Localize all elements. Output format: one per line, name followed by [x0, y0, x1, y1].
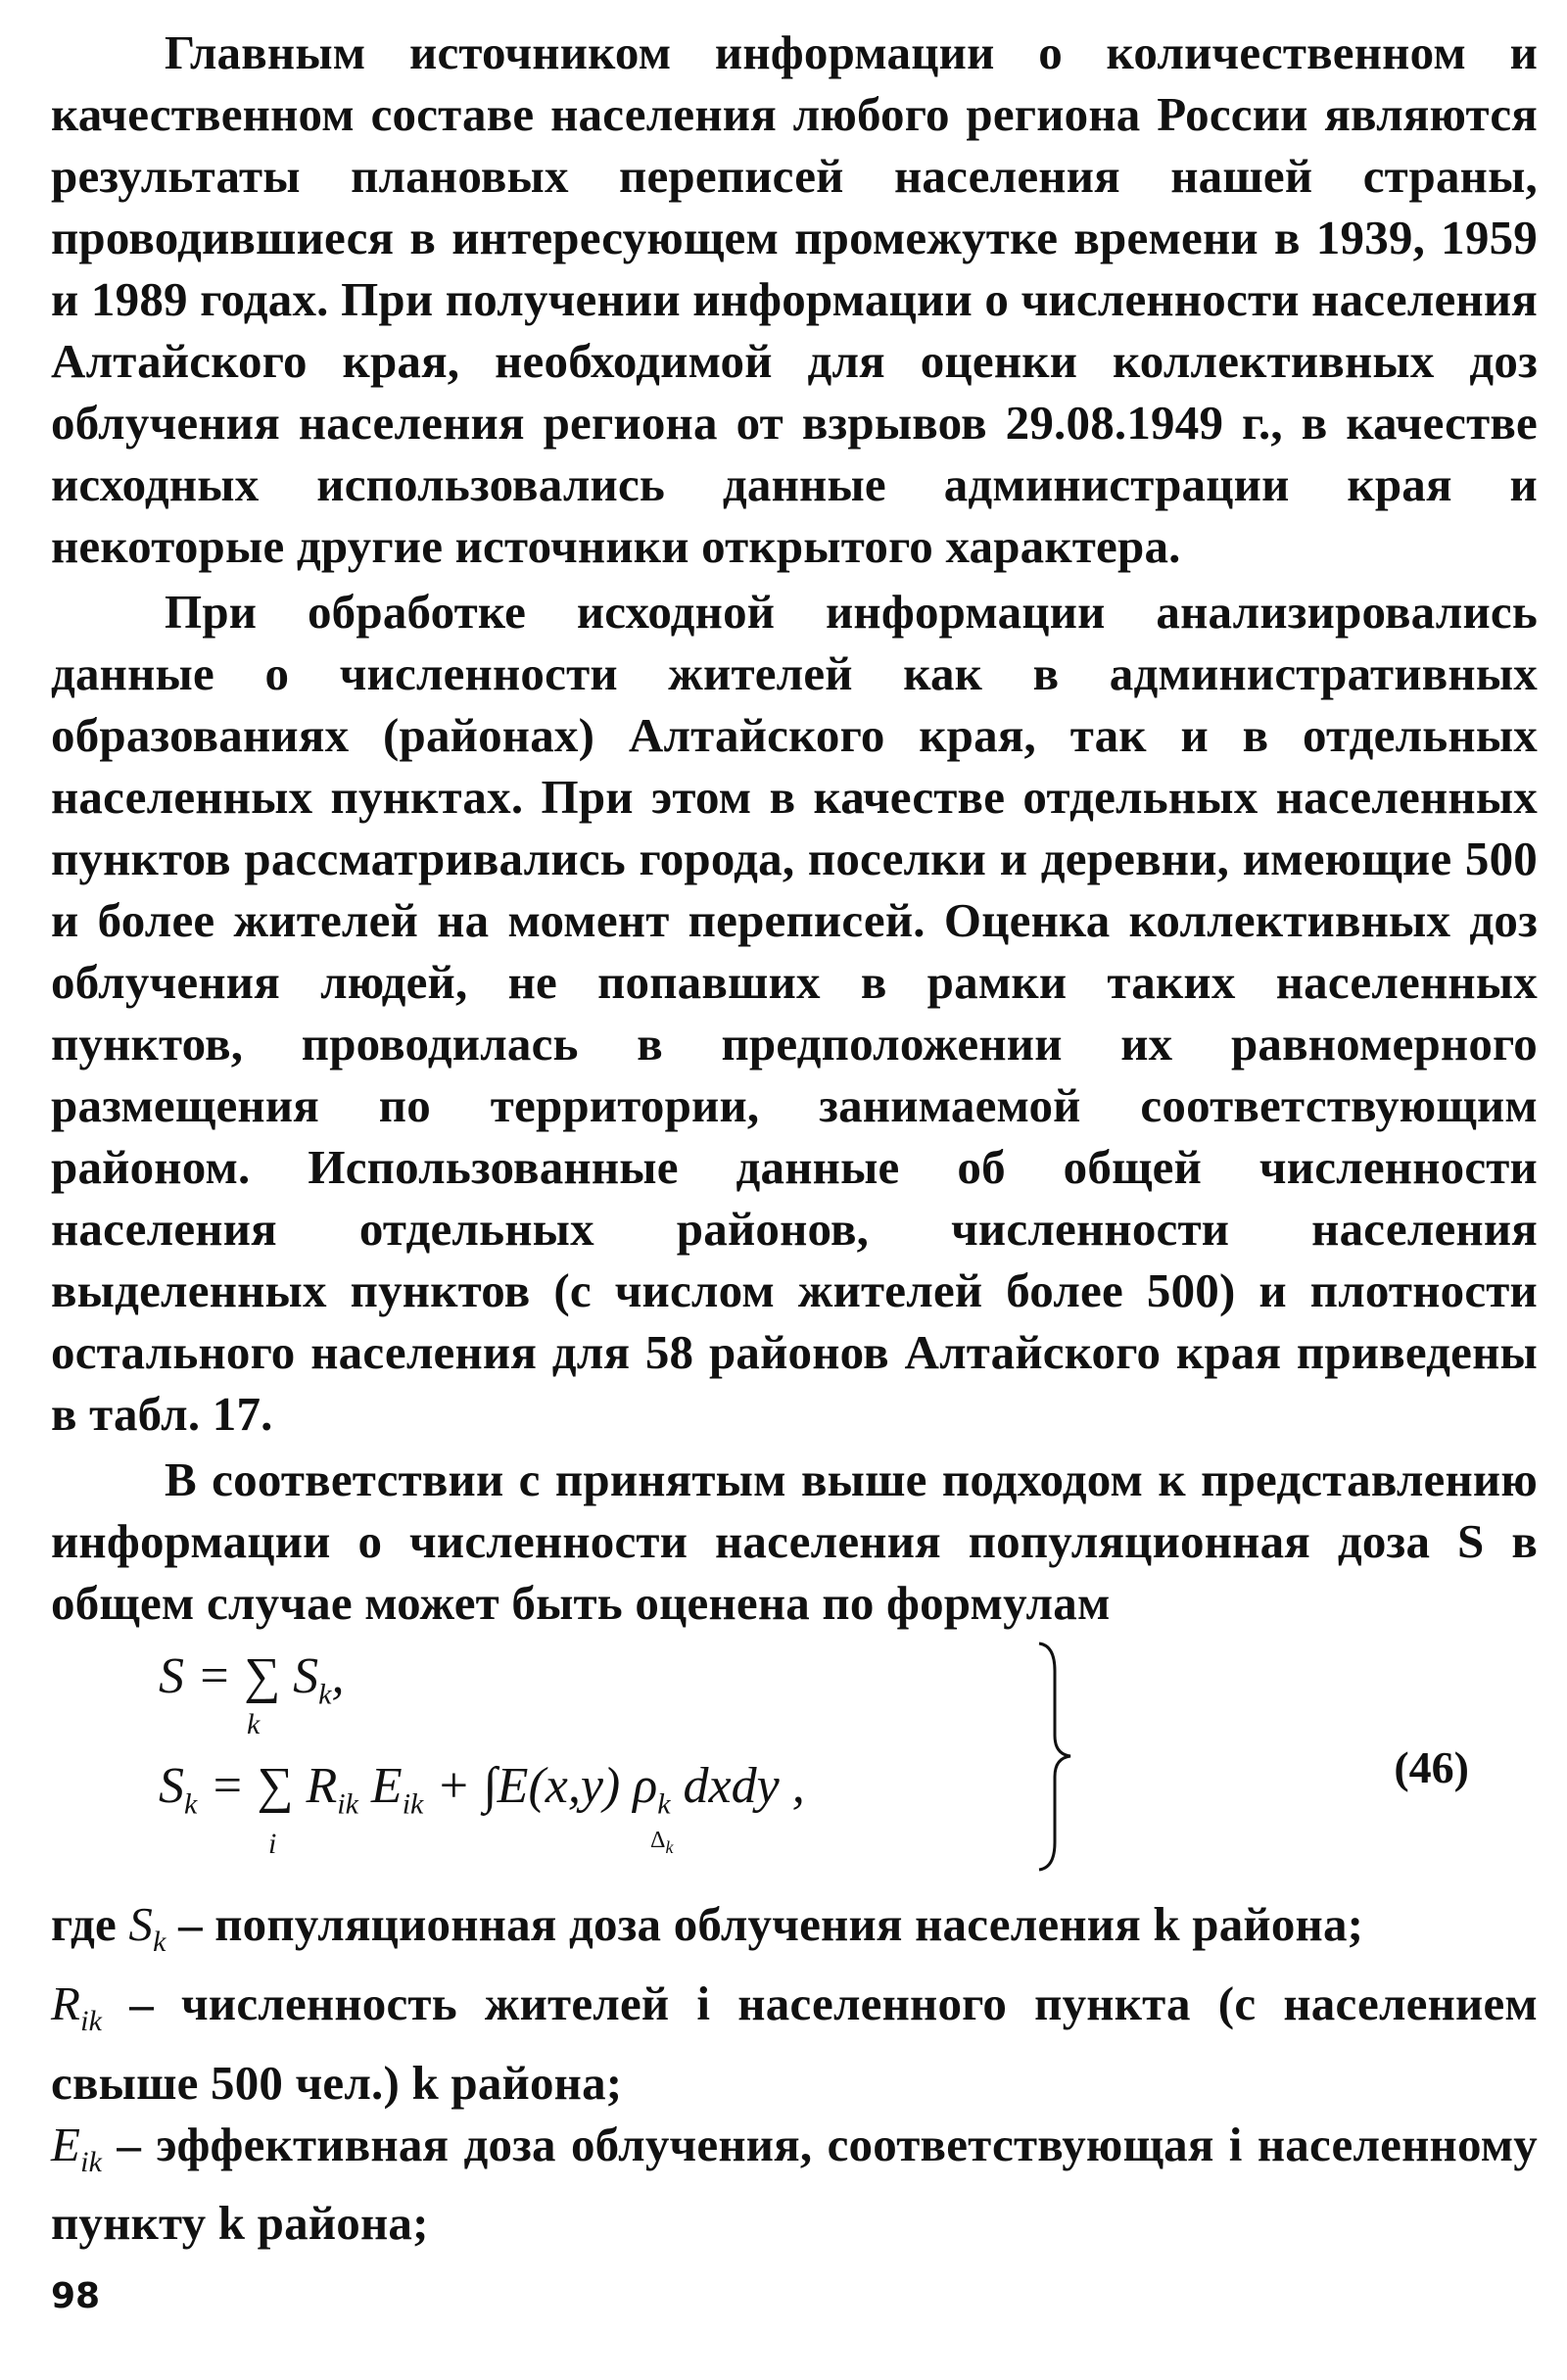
paragraph-1: Главным источником информации о количественном и качественном составе населения любого региона России являются результаты плановых переписей населения нашей страны, проводившиеся в интересующем промежутке времени в 1939, 1959 и 1989 годах. При получении информации о численности населения Алтайского края, необходимой для оценки коллективных доз облучения населения региона от взрывов 29.08.1949 г., в качестве исходных использовались данные администрации края и некоторые другие источники открытого характера. — [51, 25, 1538, 573]
paragraph-3: В соответствии с принятым выше подходом к представлению информации о численности населения популяционная доза S в общем случае может быть оценена по формулам — [51, 1452, 1538, 1630]
definition-eik: $E_{ik}$ – эффективная доза облучения, соответствующая i населенному пункту k района; — [51, 2117, 1538, 2251]
definition-rik: $R_{ik}$ – численность жителей i населенного пункта (с населением свыше 500 чел.) k района; — [51, 1975, 1538, 2110]
integral-domain: $\Delta_k$ — [650, 1828, 674, 1857]
sum-index-i: i — [268, 1828, 277, 1860]
equation-number: (46) — [1394, 1742, 1469, 1792]
formula-line-1: S = ∑ $S_k$, — [159, 1648, 345, 1711]
formula-line-2: $S_k$ = ∑ $R_{ik}$ $E_{ik} + \int E(x,y)$ $\rho_k$ dxdy , — [159, 1758, 805, 1821]
page-number: 98 — [51, 2276, 101, 2316]
formula-46 — [51, 1642, 1538, 1872]
definition-sk: где $S_k$ – популяционная доза облучения населения k района; — [51, 1897, 1364, 1958]
sum-index-k: k — [247, 1708, 261, 1740]
right-brace-icon — [1035, 1642, 1074, 1872]
paragraph-2: При обработке исходной информации анализировались данные о численности жителей как в административных образованиях (районах) Алтайского края, так и в отдельных населенных пунктах. При этом в качестве отдельных населенных пунктов рассматривались города, поселки и деревни, имеющие 500 и более жителей на момент переписей. Оценка коллективных доз облучения людей, не попавших в рамки таких населенных пунктов, проводилась в предположении их равномерного размещения по территории, занимаемой соответствующим районом. Использованные данные об общей численности населения отдельных районов, численности населения выделенных пунктов (с числом жителей более 500) и плотности остального населения для 58 районов Алтайского края приведены в табл. 17. — [51, 585, 1538, 1441]
